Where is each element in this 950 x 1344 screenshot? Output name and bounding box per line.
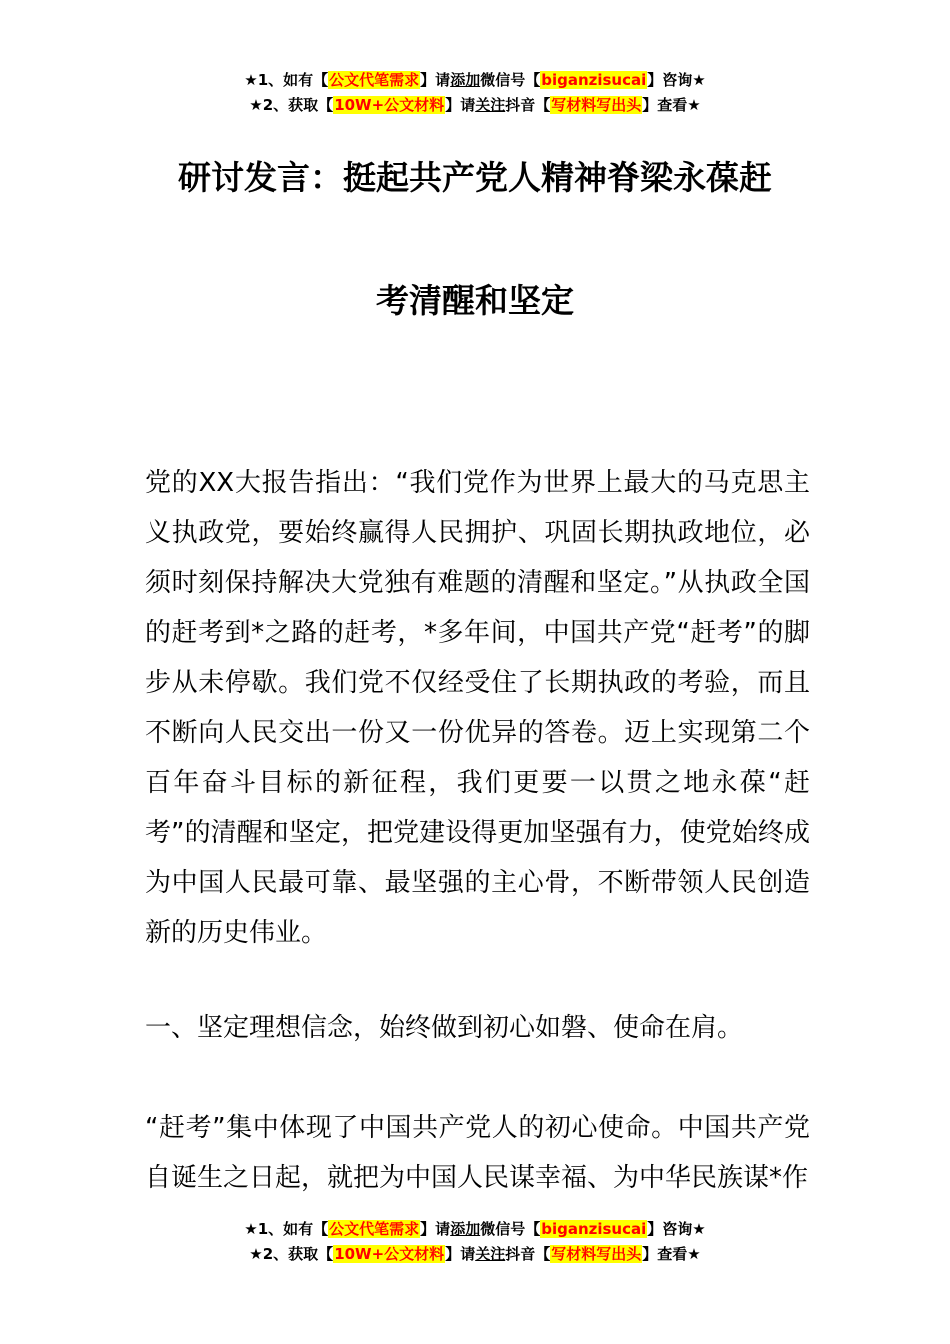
banner-text: 】请 [420, 71, 451, 89]
header-banner [0, 68, 950, 118]
banner-text: ★1、如有【 [244, 71, 329, 89]
banner-text: ★1、如有【 [244, 1220, 329, 1238]
underlined-text: 添加 [450, 1220, 481, 1238]
wechat-id: biganzisucai [541, 1220, 647, 1238]
highlight-text: 10W+公文材料 [334, 96, 445, 114]
banner-text: 微信号【 [480, 71, 541, 89]
banner-text: 】咨询★ [647, 1220, 706, 1238]
banner-line-2 [0, 93, 950, 118]
underlined-text: 添加 [450, 71, 481, 89]
douyin-id: 写材料写出头 [551, 1245, 642, 1263]
banner-text: 】咨询★ [647, 71, 706, 89]
banner-line-1 [0, 1217, 950, 1242]
banner-text: 微信号【 [480, 1220, 541, 1238]
body-paragraph: “赶考”集中体现了中国共产党人的初心使命。中国共产党自诞生之日起，就把为中国人民谋幸福、为中华民族谋*作 [145, 1113, 810, 1193]
document-title-line-2: 考清醒和坚定 [376, 281, 574, 320]
banner-text: 】请 [445, 1245, 476, 1263]
banner-text: ★2、获取【 [249, 96, 334, 114]
highlight-text: 10W+公文材料 [334, 1245, 445, 1263]
section-heading-1: 一、坚定理想信念，始终做到初心如磐、使命在肩。 [145, 1013, 744, 1043]
banner-text: 】请 [420, 1220, 451, 1238]
highlight-text: 公文代笔需求 [329, 1220, 420, 1238]
underlined-text: 关注 [475, 1245, 506, 1263]
banner-text: 抖音【 [505, 96, 551, 114]
underlined-text: 关注 [475, 96, 506, 114]
douyin-id: 写材料写出头 [551, 96, 642, 114]
highlight-text: 公文代笔需求 [329, 71, 420, 89]
banner-line-1 [0, 68, 950, 93]
banner-line-2 [0, 1242, 950, 1267]
banner-text: 】查看★ [642, 96, 701, 114]
banner-text: 抖音【 [505, 1245, 551, 1263]
banner-text: 】查看★ [642, 1245, 701, 1263]
intro-paragraph: 党的XX大报告指出：“我们党作为世界上最大的马克思主义执政党，要始终赢得人民拥护、巩固长期执政地位，必须时刻保持解决大党独有难题的清醒和坚定。”从执政全国的赶考到*之路的赶考，*多年间，中国共产党“赶考”的脚步从未停歇。我们党不仅经受住了长期执政的考验，而且不断向人民交出一份又一份优异的答卷。迈上实现第二个百年奋斗目标的新征程，我们更要一以贯之地永葆“赶考”的清醒和坚定，把党建设得更加坚强有力，使党始终成为中国人民最可靠、最坚强的主心骨，不断带领人民创造新的历史伟业。 [145, 468, 810, 948]
footer-banner [0, 1217, 950, 1267]
banner-text: 】请 [445, 96, 476, 114]
wechat-id: biganzisucai [541, 71, 647, 89]
document-title-line-1: 研讨发言：挺起共产党人精神脊梁永葆赶 [178, 158, 772, 197]
banner-text: ★2、获取【 [249, 1245, 334, 1263]
